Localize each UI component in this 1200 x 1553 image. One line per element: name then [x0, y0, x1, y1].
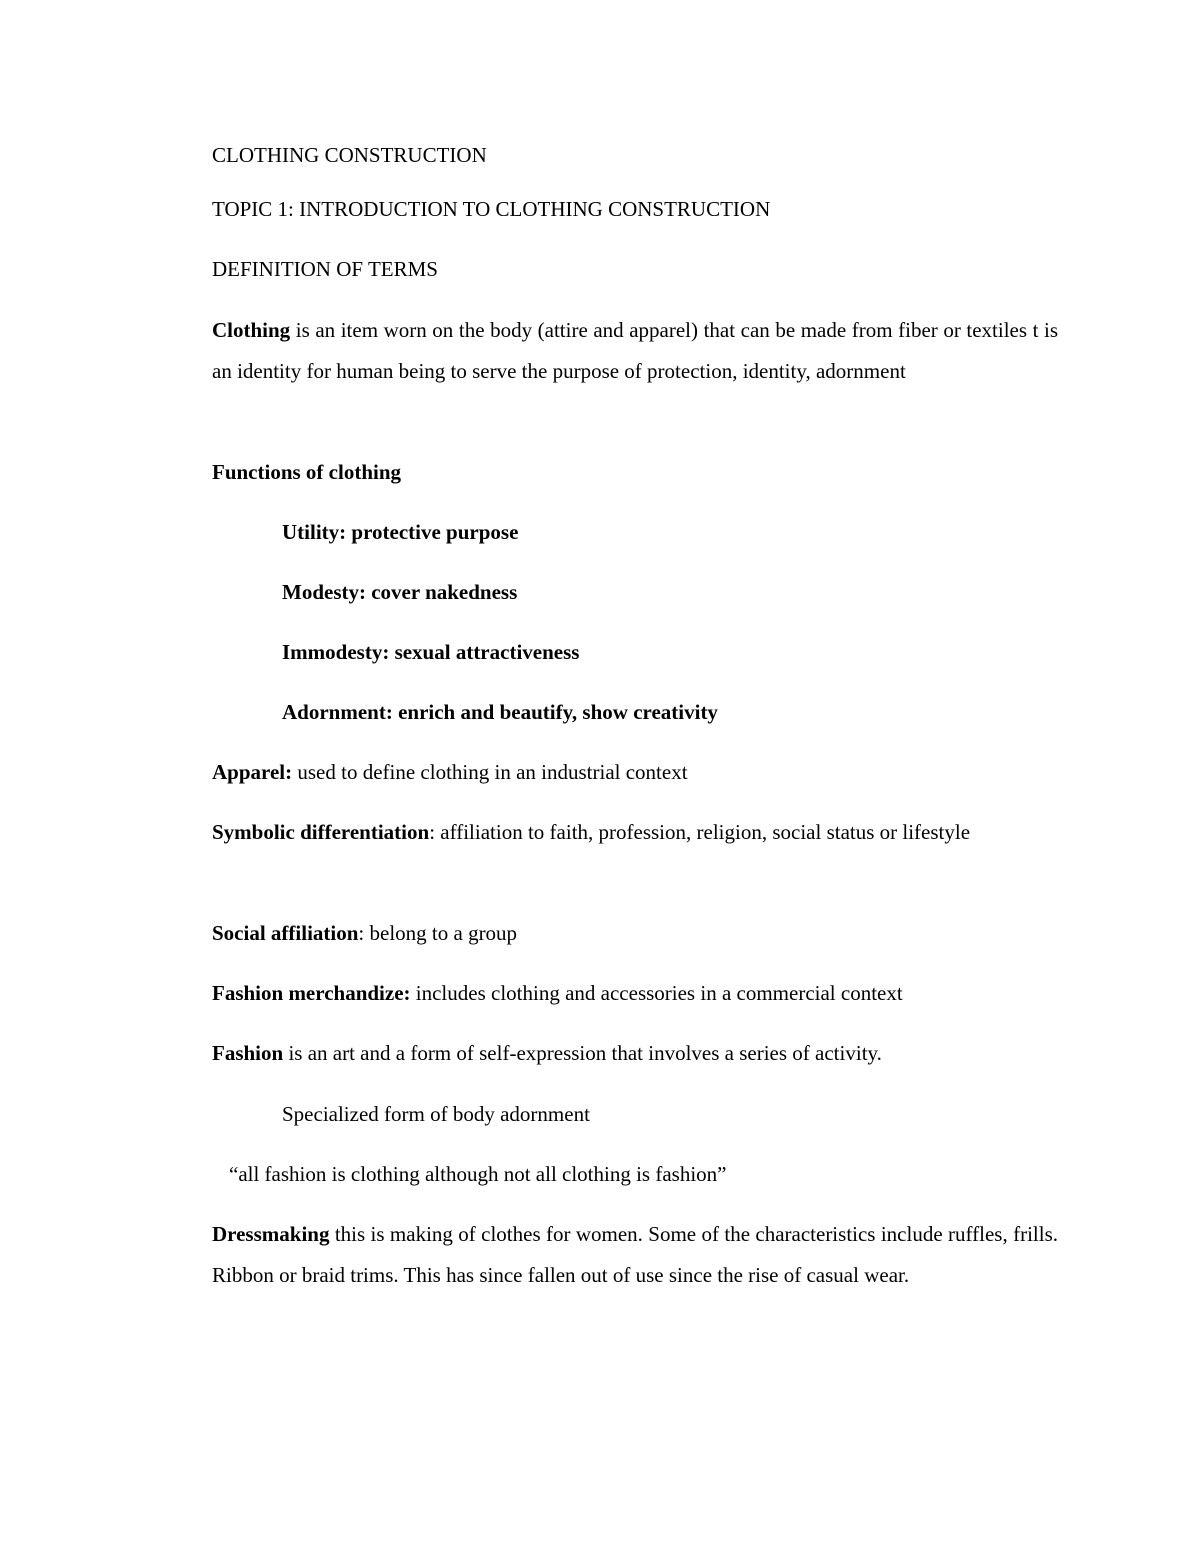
- clothing-text: is an item worn on the body (attire and apparel) that can be made from fiber or textiles t is an identity for human being to serve the purpose of protection, identity, adornment: [212, 318, 1058, 383]
- function-item-text: Utility: protective purpose: [282, 520, 519, 544]
- dressmaking-term: Dressmaking: [212, 1222, 330, 1246]
- definitions-heading: DEFINITION OF TERMS: [212, 257, 438, 281]
- function-item-utility: [282, 522, 518, 543]
- topic-heading: TOPIC 1: INTRODUCTION TO CLOTHING CONSTRUCTION: [212, 197, 771, 221]
- function-item-modesty: [282, 582, 517, 603]
- apparel-term: Apparel:: [212, 760, 293, 784]
- function-item-text: Immodesty: sexual attractiveness: [282, 640, 580, 664]
- clothing-definition: [212, 310, 1058, 392]
- dressmaking-text: this is making of clothes for women. Some of the characteristics include ruffles, frills. Ribbon or braid trims. This has since fallen out of use since the rise of casual wear.: [212, 1222, 1058, 1287]
- social-term: Social affiliation: [212, 921, 359, 945]
- functions-heading: [212, 462, 401, 483]
- function-item-adornment: [282, 702, 718, 723]
- social-text: : belong to a group: [358, 921, 518, 945]
- function-item-text: Modesty: cover nakedness: [282, 580, 518, 604]
- document-heading: CLOTHING CONSTRUCTION: [212, 143, 487, 167]
- fashion-term: Fashion: [212, 1041, 284, 1065]
- symbolic-text: : affiliation to faith, profession, religion, social status or lifestyle: [429, 820, 971, 844]
- function-item-text: Adornment: enrich and beautify, show creativity: [282, 700, 718, 724]
- specialized-note: Specialized form of body adornment: [282, 1102, 590, 1126]
- apparel-definition: [212, 762, 688, 783]
- merchandize-definition: [212, 983, 903, 1004]
- symbolic-term: Symbolic differentiation: [212, 820, 430, 844]
- function-item-immodesty: [282, 642, 579, 663]
- clothing-term: Clothing: [212, 318, 291, 342]
- symbolic-definition: [212, 812, 1058, 853]
- merchandize-text: includes clothing and accessories in a commercial context: [410, 981, 903, 1005]
- fashion-definition: [212, 1043, 882, 1064]
- functions-heading-text: Functions of clothing: [212, 460, 402, 484]
- social-definition: [212, 923, 517, 944]
- fashion-text: is an art and a form of self-expression that involves a series of activity.: [283, 1041, 882, 1065]
- fashion-quote: “all fashion is clothing although not all clothing is fashion”: [229, 1162, 727, 1186]
- apparel-text: used to define clothing in an industrial context: [292, 760, 688, 784]
- dressmaking-definition: [212, 1214, 1058, 1296]
- merchandize-term: Fashion merchandize:: [212, 981, 411, 1005]
